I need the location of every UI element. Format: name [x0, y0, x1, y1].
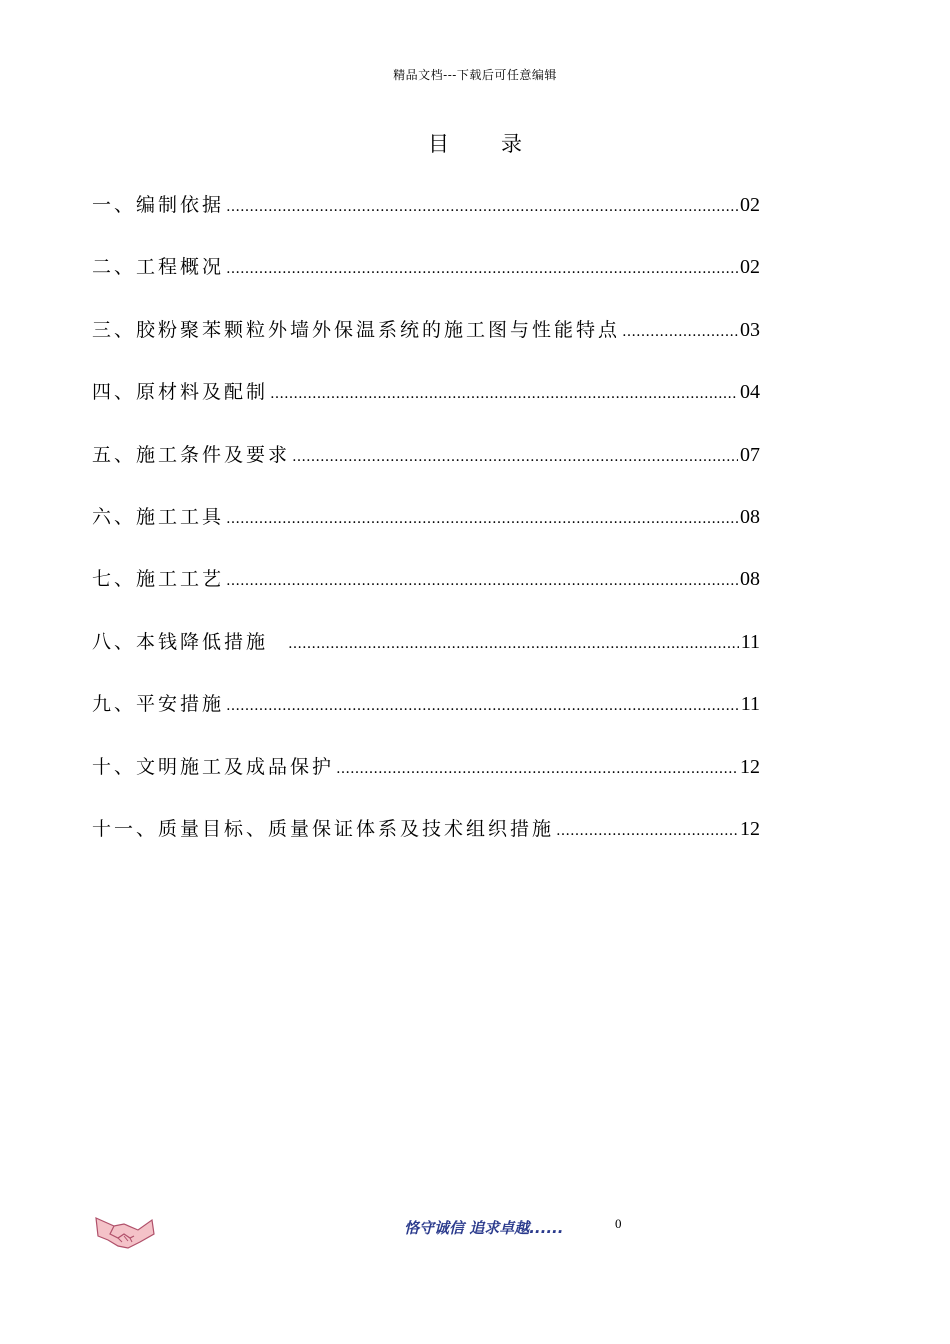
dot-leader: [270, 386, 738, 402]
page-number: 0: [615, 1216, 622, 1231]
toc-entry-label: 十、文明施工及成品保护: [92, 755, 335, 778]
toc-entry-label: 二、工程概况: [92, 256, 225, 279]
toc-entry-page: 08: [740, 568, 760, 591]
toc-title-part1: 目: [428, 132, 449, 156]
dot-leader: [226, 698, 739, 714]
toc-entry-label: 九、平安措施: [92, 693, 225, 716]
dot-leader: [556, 823, 738, 839]
toc-entry-page: 02: [740, 256, 760, 279]
toc-entry-3[interactable]: [92, 315, 760, 377]
toc-entry-7[interactable]: [92, 564, 760, 626]
toc-entry-page: 02: [740, 194, 760, 216]
page-header: 精品文档---下载后可任意编辑: [393, 68, 557, 82]
toc-entry-label: 四、原材料及配制: [92, 381, 269, 404]
dot-leader: [288, 636, 739, 652]
toc-entry-page: 12: [740, 755, 760, 778]
toc-entry-page: 07: [740, 443, 760, 466]
footer-motto: 恪守诚信 追求卓越......: [404, 1219, 564, 1237]
dot-leader: [226, 573, 738, 589]
toc-entry-label: 六、施工工具: [92, 505, 225, 528]
dot-leader: [226, 261, 738, 277]
toc-entry-2[interactable]: [92, 252, 760, 314]
dot-leader: [622, 324, 738, 340]
toc-entry-page: 08: [740, 505, 760, 528]
toc-entry-label: 三、胶粉聚苯颗粒外墙外保温系统的施工图与性能特点: [92, 318, 621, 341]
table-of-contents: [92, 190, 760, 876]
toc-entry-label: 七、施工工艺: [92, 568, 225, 591]
toc-entry-page: 11: [740, 693, 760, 716]
dot-leader: [226, 511, 738, 527]
toc-entry-page: 03: [740, 318, 760, 341]
toc-entry-4[interactable]: [92, 377, 760, 439]
toc-entry-11[interactable]: [92, 814, 760, 876]
toc-entry-1[interactable]: [92, 190, 760, 252]
toc-entry-page: 04: [740, 381, 760, 404]
toc-entry-5[interactable]: [92, 440, 760, 502]
toc-entry-10[interactable]: [92, 752, 760, 814]
toc-entry-6[interactable]: [92, 502, 760, 564]
dot-leader: [226, 199, 738, 215]
toc-title: [0, 128, 950, 158]
dot-leader: [336, 761, 738, 777]
handshake-icon: [94, 1212, 156, 1252]
toc-entry-8[interactable]: [92, 627, 760, 689]
toc-entry-label: 八、本钱降低措施: [92, 630, 269, 653]
toc-entry-label: 十一、质量目标、质量保证体系及技术组织措施: [92, 817, 555, 840]
toc-title-part2: 录: [501, 132, 522, 156]
dot-leader: [292, 449, 738, 465]
toc-entry-page: 11: [740, 630, 760, 653]
toc-entry-9[interactable]: [92, 689, 760, 751]
toc-entry-label: 一、编制依据: [92, 194, 225, 216]
toc-entry-label: 五、施工条件及要求: [92, 443, 291, 466]
toc-entry-page: 12: [740, 817, 760, 840]
